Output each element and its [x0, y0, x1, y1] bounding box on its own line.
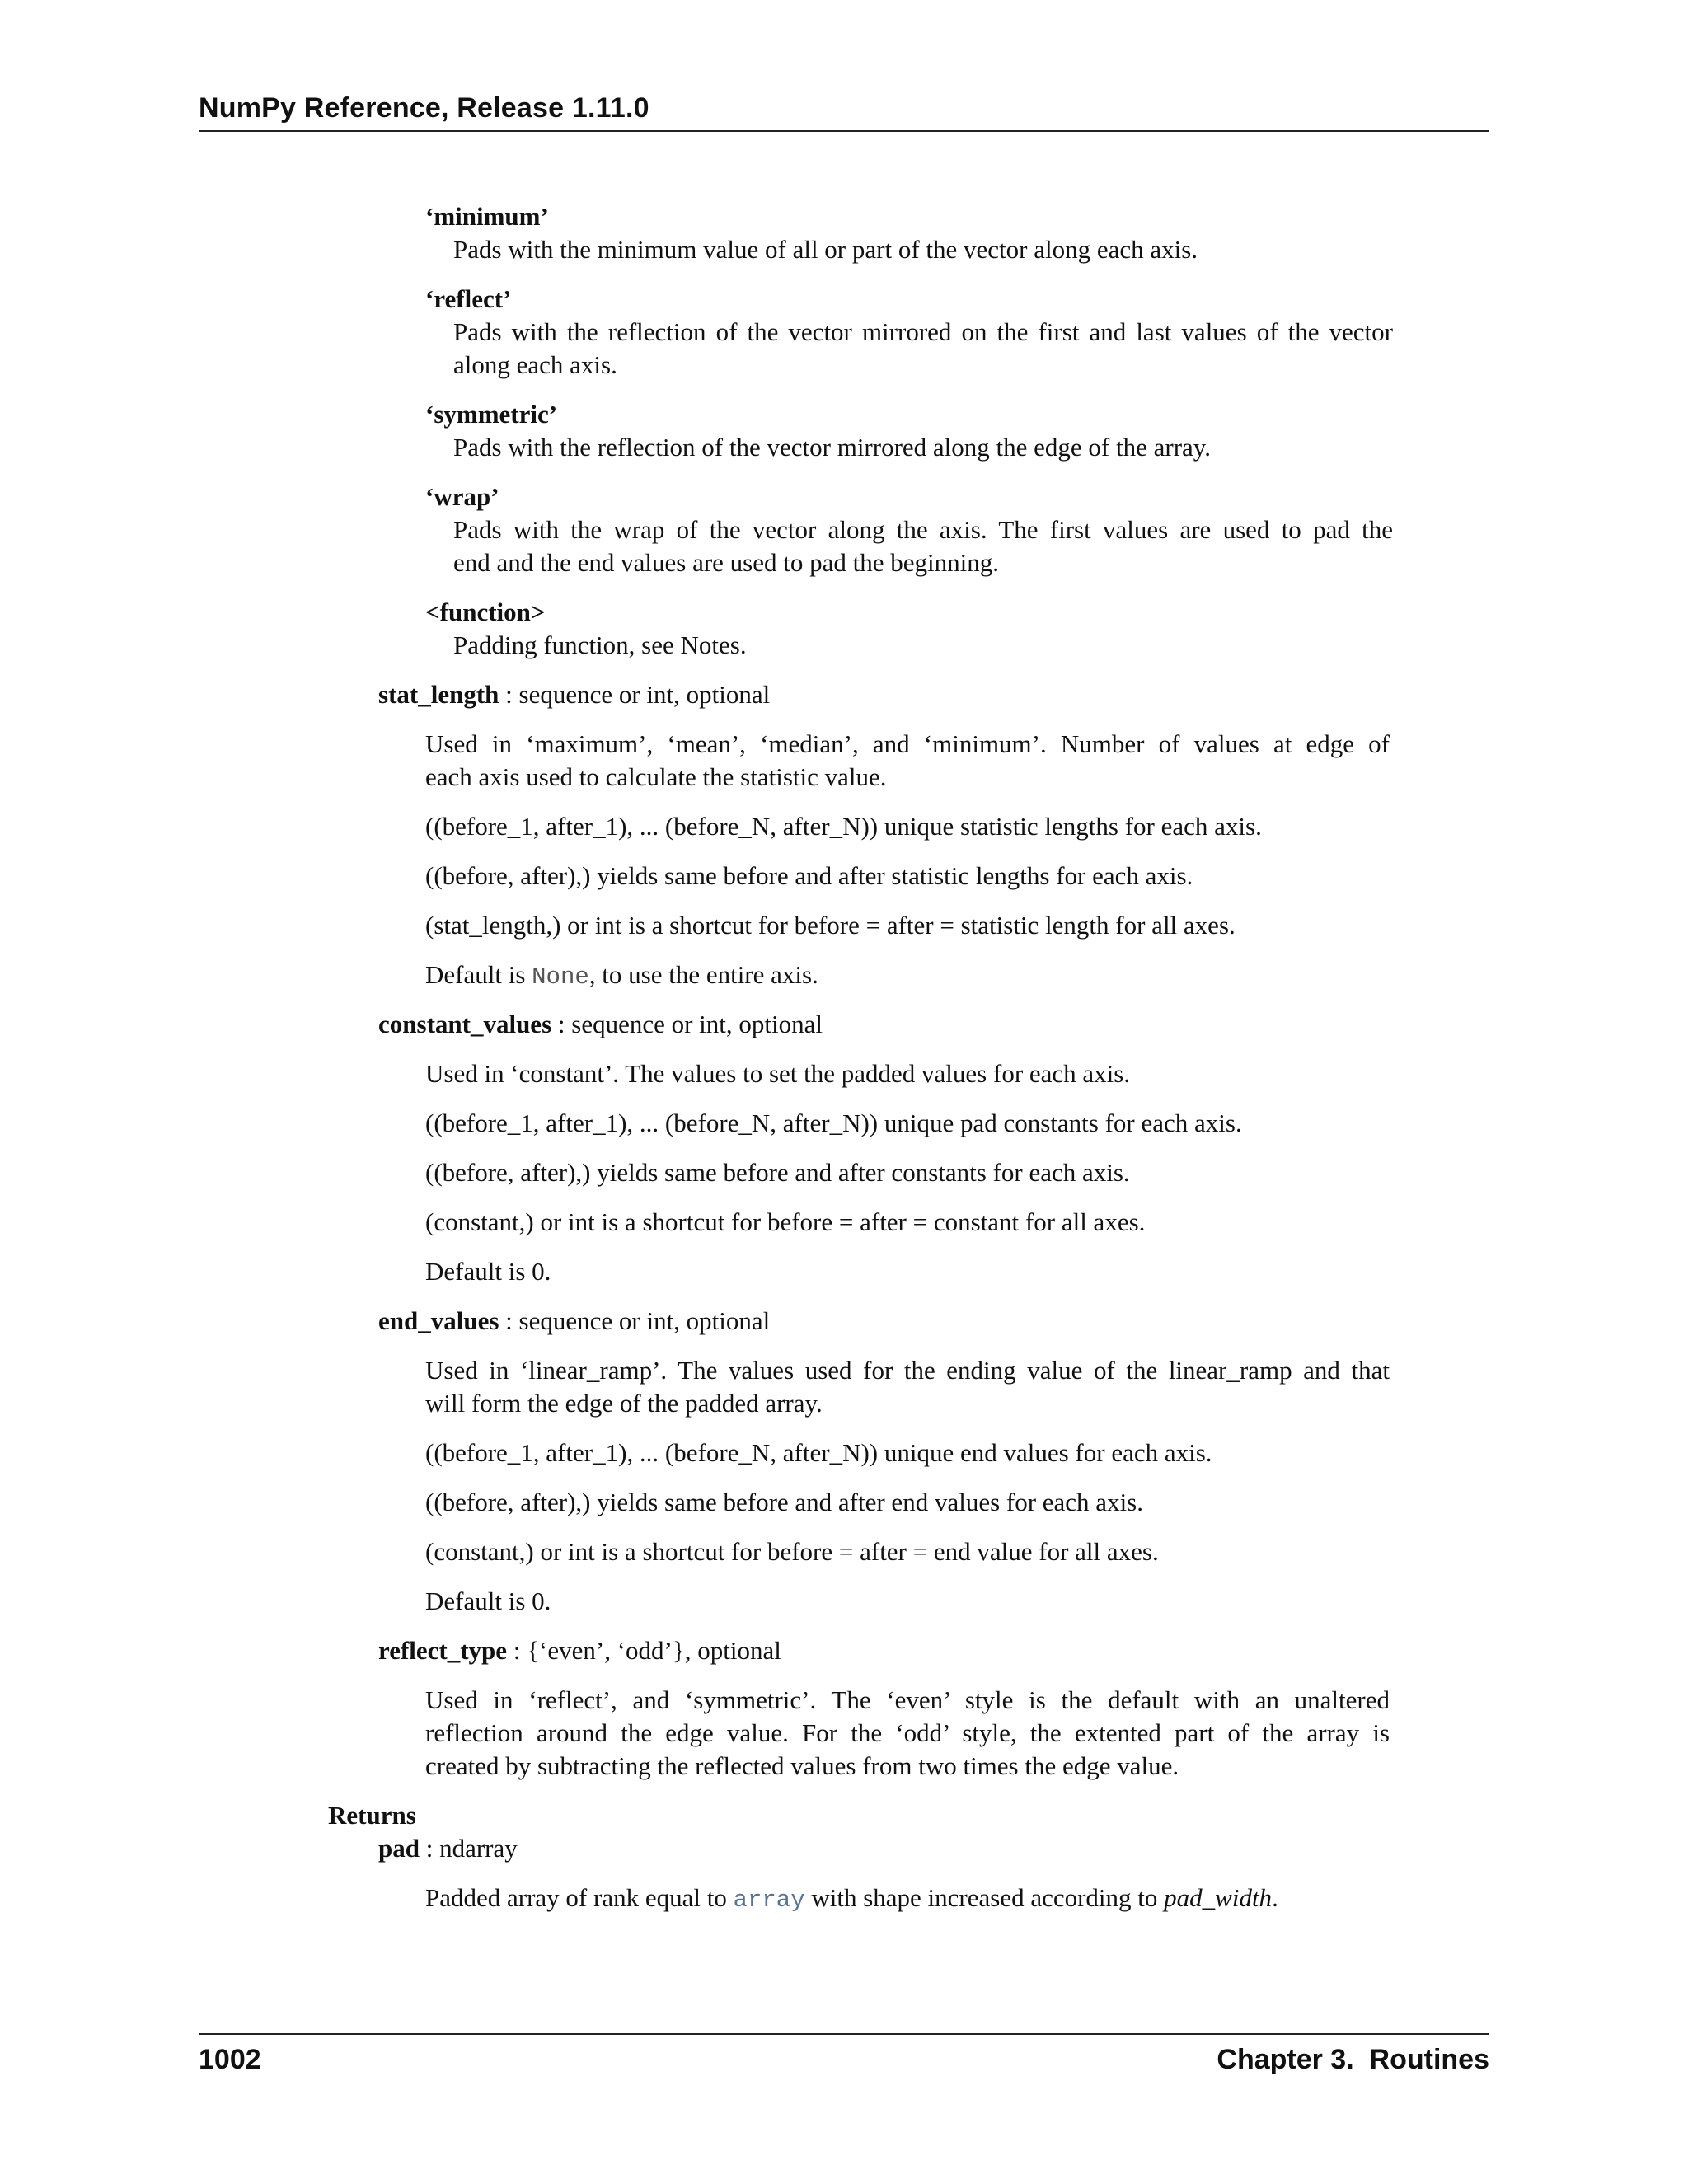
param-type: : {‘even’, ‘odd’}, optional [507, 1636, 781, 1665]
stat-length-p2: ((before, after),) yields same before and after statistic lengths for each axis. [425, 861, 1193, 890]
param-type: : sequence or int, optional [551, 1010, 823, 1038]
param-constant-values [378, 1008, 823, 1041]
param-end-values [378, 1305, 770, 1338]
return-desc-text: Padded array of rank equal to [425, 1883, 734, 1912]
reflect-type-desc-line1: Used in ‘reflect’, and ‘symmetric’. The ‘even’ style is the default with an unaltered [425, 1685, 1390, 1714]
mode-symmetric-desc: Pads with the reflection of the vector mirrored along the edge of the array. [453, 433, 1212, 462]
mode-wrap-desc-line2: end and the end values are used to pad the beginning. [453, 548, 999, 577]
pad-width-ref: pad_width [1164, 1883, 1273, 1912]
end-values-p3: (constant,) or int is a shortcut for before = after = end value for all axes. [425, 1537, 1159, 1566]
default-text: Default is [425, 960, 532, 989]
constant-values-p1: ((before_1, after_1), ... (before_N, after_N)) unique pad constants for each axis. [425, 1108, 1242, 1137]
end-values-p1: ((before_1, after_1), ... (before_N, after_N)) unique end values for each axis. [425, 1438, 1212, 1467]
end-values-default: Default is 0. [425, 1586, 551, 1615]
stat-length-desc-line1: Used in ‘maximum’, ‘mean’, ‘median’, and ‘minimum’. Number of values at edge of [425, 729, 1390, 758]
reflect-type-desc-line3: created by subtracting the reflected values from two times the edge value. [425, 1751, 1179, 1780]
end-values-p2: ((before, after),) yields same before and after end values for each axis. [425, 1488, 1143, 1516]
reflect-type-desc-line2: reflection around the edge value. For the ‘odd’ style, the extented part of the array is [425, 1718, 1390, 1747]
mode-minimum-name: ‘minimum’ [425, 202, 549, 231]
stat-length-p1: ((before_1, after_1), ... (before_N, after_N)) unique statistic lengths for each axis. [425, 812, 1262, 841]
page-number: 1002 [199, 2044, 261, 2075]
param-stat-length [378, 678, 770, 711]
mode-reflect-desc-line2: along each axis. [453, 350, 617, 379]
chapter-title: Chapter 3. Routines [1217, 2044, 1489, 2075]
stat-length-default [425, 958, 818, 994]
header-rule [199, 130, 1489, 132]
default-text-end: , to use the entire axis. [588, 960, 818, 989]
footer-rule [199, 2033, 1489, 2035]
end-values-desc-line1: Used in ‘linear_ramp’. The values used for the ending value of the linear_ramp and that [425, 1356, 1390, 1385]
end-values-desc-line2: will form the edge of the padded array. [425, 1389, 823, 1418]
constant-values-p3: (constant,) or int is a shortcut for before = after = constant for all axes. [425, 1207, 1146, 1236]
return-pad [378, 1832, 518, 1865]
param-type: : sequence or int, optional [499, 680, 771, 709]
mode-reflect-desc-line1: Pads with the reflection of the vector mirrored on the first and last values of the vector [453, 317, 1393, 346]
stat-length-p3: (stat_length,) or int is a shortcut for before = after = statistic length for all axes. [425, 911, 1236, 940]
returns-heading: Returns [328, 1801, 416, 1830]
return-type: : ndarray [419, 1834, 518, 1863]
mode-reflect-name: ‘reflect’ [425, 284, 512, 313]
param-name: reflect_type [378, 1636, 508, 1665]
mode-function-name: <function> [425, 598, 546, 626]
return-desc-text-mid: with shape increased according to [804, 1883, 1165, 1912]
mode-wrap-desc-line1: Pads with the wrap of the vector along the axis. The first values are used to pad the [453, 515, 1393, 544]
array-link[interactable]: array [733, 1886, 805, 1914]
constant-values-desc: Used in ‘constant’. The values to set the padded values for each axis. [425, 1059, 1131, 1088]
return-desc-period: . [1272, 1883, 1278, 1912]
constant-values-p2: ((before, after),) yields same before and after constants for each axis. [425, 1158, 1130, 1187]
return-pad-desc [425, 1882, 1278, 1917]
param-name: constant_values [378, 1010, 552, 1038]
stat-length-desc-line2: each axis used to calculate the statistic value. [425, 762, 887, 791]
param-reflect-type [378, 1634, 781, 1667]
mode-function-desc: Padding function, see Notes. [453, 630, 747, 659]
param-type: : sequence or int, optional [499, 1306, 771, 1335]
param-name: end_values [378, 1306, 499, 1335]
constant-values-default: Default is 0. [425, 1257, 551, 1286]
mode-minimum-desc: Pads with the minimum value of all or part of the vector along each axis. [453, 235, 1198, 264]
return-name: pad [378, 1834, 420, 1863]
mode-wrap-name: ‘wrap’ [425, 482, 499, 511]
inline-code: None [532, 963, 589, 991]
param-name: stat_length [378, 680, 499, 709]
running-header: NumPy Reference, Release 1.11.0 [199, 92, 649, 124]
mode-symmetric-name: ‘symmetric’ [425, 400, 558, 429]
